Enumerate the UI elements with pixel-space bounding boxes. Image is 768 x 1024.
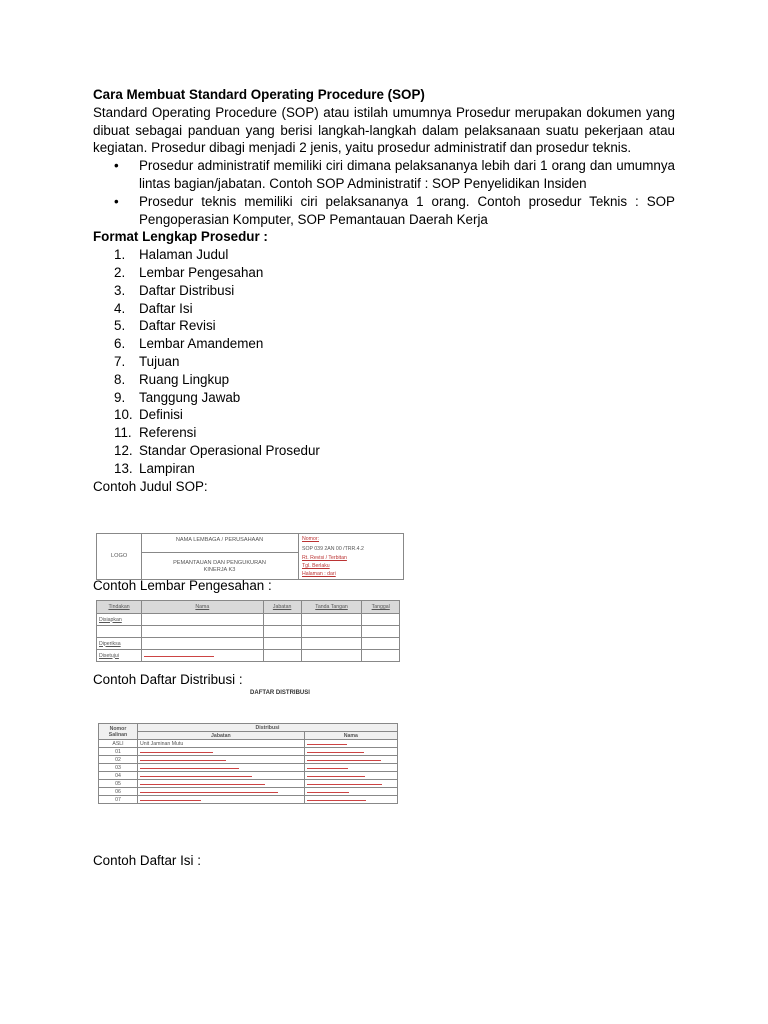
list-item: 10. Definisi	[114, 407, 183, 423]
institution-name: NAMA LEMBAGA / PERUSAHAAN	[175, 537, 264, 543]
list-item: • Prosedur administratif memiliki ciri dimana pelaksananya lebih dari 1 orang dan umumnya lintas bagian/jabatan. Contoh SOP Administratif : SOP Penyelidikan Insiden	[114, 158, 675, 191]
sop-title-box: PEMANTAUAN DAN PENGUKURAN KINERJA K3	[173, 560, 266, 573]
format-list	[93, 246, 675, 477]
logo-placeholder: LOGO	[111, 553, 128, 559]
list-item: 13. Lampiran	[114, 460, 195, 476]
list-item: 7. Tujuan	[114, 353, 180, 369]
list-item: 2. Lembar Pengesahan	[114, 264, 264, 280]
list-item: 8. Ruang Lingkup	[114, 371, 230, 387]
list-item: 12. Standar Operasional Prosedur	[114, 442, 320, 458]
table-row: 04	[99, 772, 398, 780]
label-pengesahan: Contoh Lembar Pengesahan :	[93, 578, 272, 593]
table-row: 03	[99, 764, 398, 772]
list-item: 6. Lembar Amandemen	[114, 336, 264, 352]
table-row: 02	[99, 756, 398, 764]
list-item: 3. Daftar Distribusi	[114, 282, 235, 298]
list-item: 11. Referensi	[114, 425, 197, 441]
label-judul: Contoh Judul SOP:	[93, 478, 208, 494]
list-item: 4. Daftar Isi	[114, 300, 193, 316]
example-judul-image: LOGO NAMA LEMBAGA / PERUSAHAAN PEMANTAUAN DAN PENGUKURAN KINERJA K3 Nomor: SOP 039 2AN 00 /TRR.4.2 Rt. Revisi / Terbitan Tgl. Berlaku Halaman : dari	[96, 533, 404, 580]
procedure-types-list	[93, 157, 675, 228]
table-row: 06	[99, 788, 398, 796]
intro-paragraph: Standard Operating Procedure (SOP) atau istilah umumnya Prosedur merupakan dokumen yang dibuat sebagai panduan yang berisi langkah-langkah dalam pelaksanaan suatu pekerjaan atau kegiatan. Prosedur dibagi menjadi 2 jenis, yaitu prosedur administratif dan prosedur teknis.	[93, 104, 675, 156]
example-pengesahan-table: Tindakan Nama Jabatan Tanda Tangan Tanggal Disiapkan Diperiksa Disetujui	[96, 600, 400, 662]
table-row: Diperiksa	[97, 638, 400, 650]
bullet-icon: •	[114, 158, 119, 174]
table-row: 07	[99, 796, 398, 804]
label-isi: Contoh Daftar Isi :	[93, 853, 201, 868]
list-item: 1. Halaman Judul	[114, 247, 229, 263]
table-row: Disiapkan	[97, 614, 400, 626]
table-row: 05	[99, 780, 398, 788]
document-body	[93, 86, 675, 495]
label-distribusi: Contoh Daftar Distribusi :	[93, 672, 243, 687]
table-row: Disetujui	[97, 650, 400, 662]
example-distribusi-table: Nomor Salinan Distribusi Jabatan Nama ASLI Unit Jaminan Mutu 01 02 03 04 05 06 07	[98, 723, 398, 804]
format-heading: Format Lengkap Prosedur :	[93, 229, 268, 245]
page-title: Cara Membuat Standard Operating Procedure (SOP)	[93, 87, 425, 102]
bullet-icon: •	[114, 193, 119, 209]
table-row: 01	[99, 748, 398, 756]
table-row	[97, 626, 400, 638]
list-item: 5. Daftar Revisi	[114, 318, 216, 334]
table-row: ASLI Unit Jaminan Mutu	[99, 740, 398, 748]
distribusi-example-title: DAFTAR DISTRIBUSI	[250, 690, 310, 696]
list-item: • Prosedur teknis memiliki ciri pelaksananya 1 orang. Contoh prosedur Teknis : SOP Pengoperasian Komputer, SOP Pemantauan Daerah Kerja	[114, 193, 675, 227]
list-item: 9. Tanggung Jawab	[114, 389, 241, 405]
